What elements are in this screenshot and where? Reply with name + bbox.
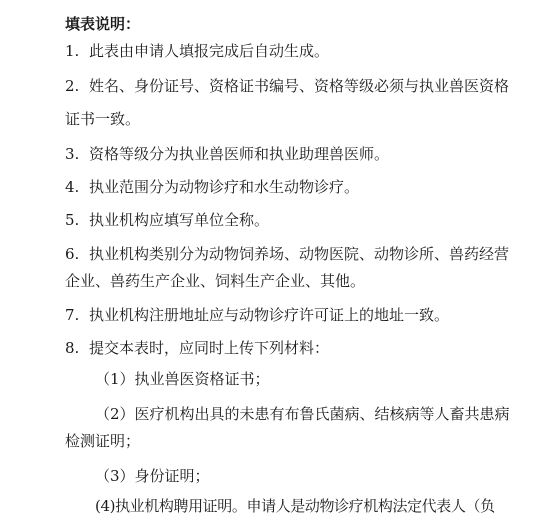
list-item-2-continuation: 证书一致。 <box>65 110 141 128</box>
item-number: 6. <box>65 245 80 263</box>
sub-item-2-continuation: 检测证明； <box>65 432 141 450</box>
item-text: 执业机构应填写单位全称。 <box>89 211 270 229</box>
item-number: 7. <box>65 306 80 324</box>
sub-item-text: 身份证明； <box>134 467 210 485</box>
list-item-4 <box>65 177 359 197</box>
sub-item-1 <box>95 369 270 389</box>
list-item-7 <box>65 305 449 325</box>
sub-item-4 <box>95 496 495 516</box>
sub-item-3 <box>95 466 210 486</box>
item-text: 姓名、身份证号、资格证书编号、资格等级必须与执业兽医资格 <box>89 77 510 95</box>
item-text: 执业机构类别分为动物饲养场、动物医院、动物诊所、兽药经营 <box>89 245 510 263</box>
sub-item-text: 执业兽医资格证书； <box>134 370 270 388</box>
item-text: 执业机构注册地址应与动物诊疗许可证上的地址一致。 <box>89 306 450 324</box>
item-text: 资格等级分为执业兽医师和执业助理兽医师。 <box>89 145 390 163</box>
list-item-6 <box>65 244 509 264</box>
list-item-5 <box>65 210 269 230</box>
sub-item-number: (4) <box>95 497 116 515</box>
item-text: 提交本表时，应同时上传下列材料： <box>89 339 330 357</box>
item-number: 8. <box>65 339 80 357</box>
item-text: 执业范围分为动物诊疗和水生动物诊疗。 <box>89 178 360 196</box>
item-number: 3. <box>65 145 80 163</box>
list-item-3 <box>65 144 389 164</box>
sub-item-number: （3） <box>95 467 135 485</box>
sub-item-number: （2） <box>95 405 135 423</box>
item-number: 4. <box>65 178 80 196</box>
item-text: 此表由申请人填报完成后自动生成。 <box>89 42 330 60</box>
sub-item-text: 医疗机构出具的未患有布鲁氏菌病、结核病等人畜共患病 <box>134 405 510 423</box>
item-number: 2. <box>65 77 80 95</box>
list-item-8 <box>65 338 329 358</box>
item-number: 1. <box>65 42 80 60</box>
section-heading: 填表说明： <box>65 15 141 33</box>
sub-item-text: 执业机构聘用证明。申请人是动物诊疗机构法定代表人（负 <box>115 497 495 515</box>
list-item-2 <box>65 76 509 96</box>
sub-item-2 <box>95 404 510 424</box>
list-item-6-continuation: 企业、兽药生产企业、饲料生产企业、其他。 <box>65 272 366 290</box>
item-number: 5. <box>65 211 80 229</box>
list-item-1 <box>65 41 329 61</box>
sub-item-number: （1） <box>95 370 135 388</box>
